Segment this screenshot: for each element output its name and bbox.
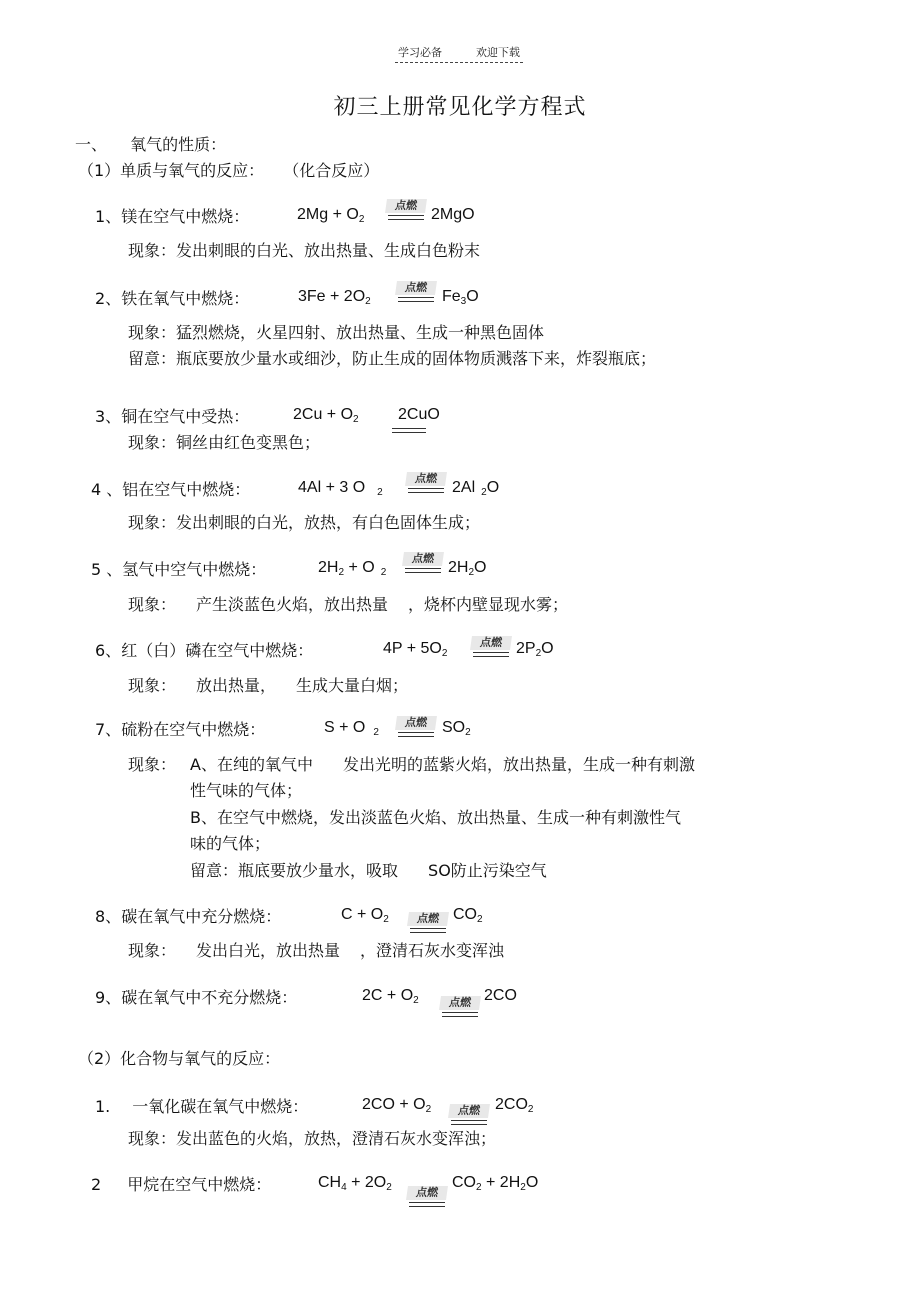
equation-left: $CH_4 + 2O_2$	[318, 1174, 392, 1193]
equation-left: $2CO + O_2$	[362, 1096, 432, 1115]
equation-right: $2H_2O$	[448, 559, 487, 578]
item2-1	[95, 1094, 308, 1117]
header-right: 欢迎下载	[476, 46, 520, 59]
item-4	[91, 477, 250, 500]
item-text: 铝在空气中燃烧：	[122, 480, 251, 499]
equation-right: $Fe_3O$	[442, 288, 479, 307]
phenomenon: 现象：发出刺眼的白光、放出热量、生成白色粉末	[128, 241, 481, 260]
ignition-condition: 点燃	[406, 472, 446, 496]
ignition-condition: 点燃	[386, 199, 426, 223]
item-number: 7、	[95, 720, 122, 739]
equation-left: $2Mg + O_2$	[297, 206, 365, 225]
equation-right: $2CO_2$	[495, 1096, 534, 1115]
subsection-note: （化合反应）	[283, 161, 380, 180]
equation-right: $CO_2$	[453, 906, 483, 925]
item-number: 6、	[95, 641, 122, 660]
equation-right: 2MgO	[431, 206, 475, 223]
equation-left: 4Al + 3 O $_2$	[298, 479, 383, 498]
item-text: 镁在空气中燃烧：	[121, 207, 250, 226]
ignition-condition: 点燃	[396, 716, 436, 740]
section-number: 一、	[75, 135, 108, 154]
item-text: 红（白）磷在空气中燃烧：	[121, 641, 314, 660]
equation-right: $SO_2$	[442, 719, 471, 738]
subsection-label: （1）单质与氧气的反应：	[78, 161, 265, 180]
header-divider	[395, 62, 523, 63]
phenomenon-a: A、在纯的氧气中 发出光明的蓝紫火焰，放出热量，生成一种有刺激	[190, 755, 695, 774]
item-number: 2、	[95, 289, 122, 308]
phenomenon-a-cont: 性气味的气体；	[190, 781, 303, 800]
item-number: 2	[91, 1175, 102, 1194]
heat-condition-lines	[392, 428, 426, 436]
item-number: 9、	[95, 988, 122, 1007]
header-left: 学习必备	[398, 46, 442, 59]
item-number: 1.	[95, 1097, 111, 1116]
equation-left: $2C + O_2$	[362, 987, 419, 1006]
item-number: 4 、	[91, 480, 123, 499]
phenomenon: 现象：发出蓝色的火焰，放热，澄清石灰水变浑浊；	[128, 1129, 497, 1148]
item-text: 铜在空气中受热：	[121, 407, 250, 426]
caution-note: 留意：瓶底要放少量水或细沙，防止生成的固体物质溅落下来，炸裂瓶底；	[128, 349, 657, 368]
equation-right: 2CO	[484, 987, 517, 1004]
equation-left: $2Cu + O_2$	[293, 406, 359, 425]
item-text: 一氧化碳在氧气中燃烧：	[132, 1097, 309, 1116]
section-title: 氧气的性质：	[130, 135, 227, 154]
ignition-condition: 点燃	[403, 552, 443, 576]
item-text: 碳在氧气中不充分燃烧：	[121, 988, 298, 1007]
phenomenon: 现象： 放出热量， 生成大量白烟；	[128, 676, 409, 695]
ignition-condition: 点燃	[396, 281, 436, 305]
item-text: 甲烷在空气中燃烧：	[127, 1175, 272, 1194]
ignition-condition: 点燃	[440, 996, 480, 1020]
caution-note: 留意：瓶底要放少量水，吸取 SO防止污染空气	[190, 861, 547, 880]
item-number: 5 、	[91, 560, 123, 579]
equation-right: 2Al $_2$O	[452, 479, 500, 498]
ignition-condition: 点燃	[449, 1104, 489, 1128]
item2-2	[91, 1172, 271, 1195]
equation-right: 2CuO	[398, 406, 458, 436]
equation-left: $3Fe + 2O_2$	[298, 288, 371, 307]
ignition-condition: 点燃	[408, 912, 448, 936]
equation-left: S + O $_2$	[324, 719, 379, 738]
subsection-2: （2）化合物与氧气的反应：	[78, 1049, 281, 1068]
item-text: 硫粉在空气中燃烧：	[121, 720, 266, 739]
equation-right: $2P_2O$	[516, 640, 554, 659]
item-3	[95, 404, 249, 427]
phenomenon: 现象： 产生淡蓝色火焰，放出热量 ，烧杯内壁显现水雾；	[128, 595, 569, 614]
equation-left: $4P + 5O_2$	[383, 640, 448, 659]
item-6	[95, 638, 313, 661]
phenomenon-b: B、在空气中燃烧，发出淡蓝色火焰、放出热量、生成一种有刺激性气	[190, 808, 681, 827]
item-1	[95, 204, 249, 227]
item-8	[95, 904, 281, 927]
item-9	[95, 985, 297, 1008]
item-7	[95, 717, 265, 740]
phenomenon: 现象：猛烈燃烧，火星四射、放出热量、生成一种黑色固体	[128, 323, 545, 342]
ignition-condition: 点燃	[471, 636, 511, 660]
item-text: 铁在氧气中燃烧：	[121, 289, 250, 308]
item-2	[95, 286, 249, 309]
equation-left: $C + O_2$	[341, 906, 389, 925]
section-label	[75, 132, 226, 155]
phenomenon-label: 现象：	[128, 755, 177, 774]
phenomenon: 现象：发出刺眼的白光，放热，有白色固体生成；	[128, 513, 481, 532]
item-text: 氢气中空气中燃烧：	[122, 560, 267, 579]
item-number: 1、	[95, 207, 122, 226]
ignition-condition: 点燃	[407, 1186, 447, 1210]
item-number: 8、	[95, 907, 122, 926]
phenomenon: 现象： 发出白光，放出热量 ，澄清石灰水变浑浊	[128, 941, 505, 960]
equation-right: $CO_2 + 2H_2O$	[452, 1174, 539, 1193]
phenomenon-b-cont: 味的气体；	[190, 834, 271, 853]
page-title: 初三上册常见化学方程式	[333, 95, 587, 120]
item-number: 3、	[95, 407, 122, 426]
equation-left: $2H_2 + O$ $_2$	[318, 559, 387, 578]
item-5	[91, 557, 266, 580]
phenomenon: 现象：铜丝由红色变黑色；	[128, 433, 321, 452]
subsection-1	[78, 158, 379, 181]
item-text: 碳在氧气中充分燃烧：	[121, 907, 282, 926]
